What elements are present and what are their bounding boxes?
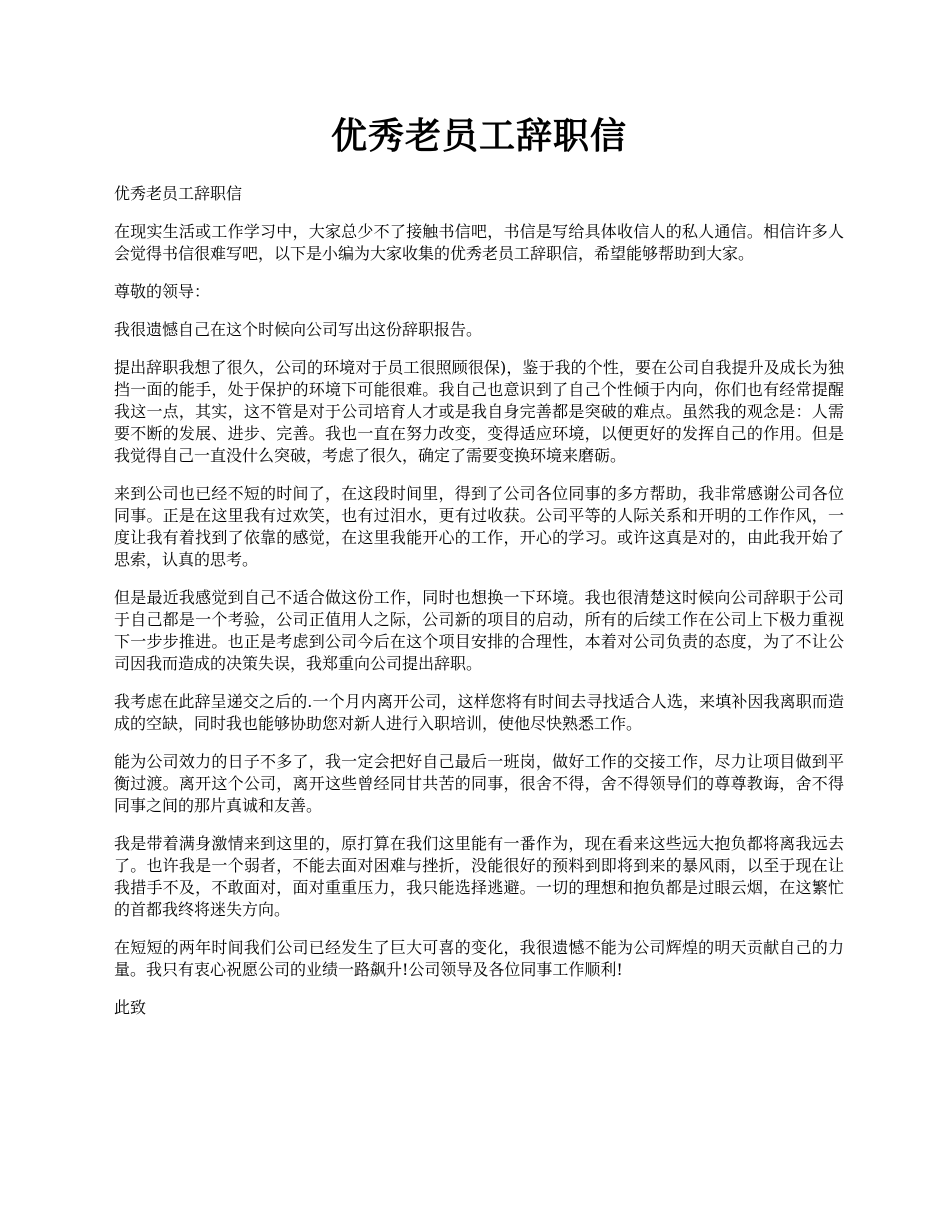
paragraph-subtitle: 优秀老员工辞职信 (114, 184, 243, 203)
paragraph-reflection: 我是带着满身激情来到这里的，原打算在我们这里能有一番作为，现在看来这些远大抱负都将离我远去了。也许我是一个弱者，不能去面对困难与挫折，没能很好的预料到即将到来的暴风雨，以至于现在让我措手不及，不敢面对，面对重重压力，我只能选择逃避。一切的理想和抱负都是过眼云烟，在这繁忙的首都我终将迷失方向。 (114, 834, 844, 919)
paragraph-opening: 我很遗憾自己在这个时候向公司写出这份辞职报告。 (114, 320, 483, 339)
paragraph-intro: 在现实生活或工作学习中，大家总少不了接触书信吧，书信是写给具体收信人的私人通信。相信许多人会觉得书信很难写吧，以下是小编为大家收集的优秀老员工辞职信，希望能够帮助到大家。 (114, 222, 844, 263)
paragraph-closing: 此致 (114, 998, 147, 1017)
document-title: 优秀老员工辞职信 (330, 115, 627, 157)
paragraph-timeline: 我考虑在此辞呈递交之后的.一个月内离开公司，这样您将有时间去寻找适合人选，来填补因我离职而造成的空缺，同时我也能够协助您对新人进行入职培训，使他尽快熟悉工作。 (114, 692, 844, 733)
paragraph-salutation: 尊敬的领导： (114, 282, 211, 301)
document-page (114, 0, 844, 1019)
paragraph-decision: 但是最近我感觉到自己不适合做这份工作，同时也想换一下环境。我也很清楚这时候向公司辞职于公司于自己都是一个考验，公司正值用人之际，公司新的项目的启动，所有的后续工作在公司上下极力重视下一步步推进。也正是考虑到公司今后在这个项目安排的合理性，本着对公司负责的态度，为了不让公司因我而造成的决策失误，我郑重向公司提出辞职。 (114, 588, 844, 673)
paragraph-handover: 能为公司效力的日子不多了，我一定会把好自己最后一班岗，做好工作的交接工作，尽力让项目做到平衡过渡。离开这个公司，离开这些曾经同甘共苦的同事，很舍不得，舍不得领导们的尊尊教诲，舍不得同事之间的那片真诚和友善。 (114, 752, 844, 815)
paragraph-gratitude: 来到公司也已经不短的时间了，在这段时间里，得到了公司各位同事的多方帮助，我非常感谢公司各位同事。正是在这里我有过欢笑，也有过泪水，更有过收获。公司平等的人际关系和开明的工作作风，一度让我有着找到了依靠的感觉，在这里我能开心的工作，开心的学习。或许这真是对的，由此我开始了思索，认真的思考。 (114, 484, 844, 569)
paragraph-reason: 提出辞职我想了很久，公司的环境对于员工很照顾很保)，鉴于我的个性，要在公司自我提升及成长为独挡一面的能手，处于保护的环境下可能很难。我自己也意识到了自己个性倾于内向，你们也有经常提醒我这一点，其实，这不管是对于公司培育人才或是我自身完善都是突破的难点。虽然我的观念是：人需要不断的发展、进步、完善。我也一直在努力改变，变得适应环境，以便更好的发挥自己的作用。但是我觉得自己一直没什么突破，考虑了很久，确定了需要变换环境来磨砺。 (114, 358, 844, 465)
paragraph-wishes: 在短短的两年时间我们公司已经发生了巨大可喜的变化，我很遗憾不能为公司辉煌的明天贡献自己的力量。我只有衷心祝愿公司的业绩一路飙升!公司领导及各位同事工作顺利! (114, 938, 844, 979)
